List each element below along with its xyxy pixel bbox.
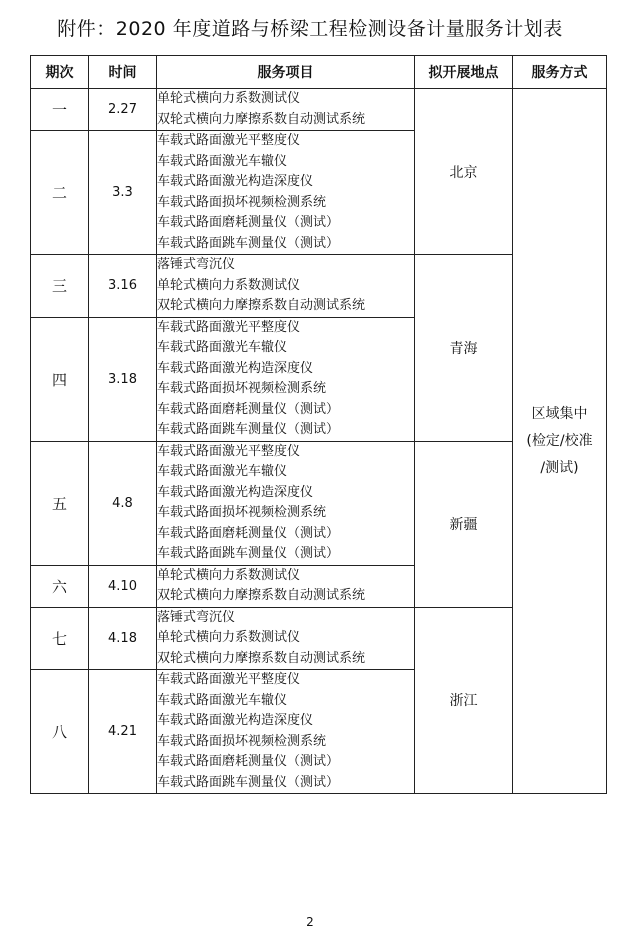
period-cell: 八 [31, 670, 89, 794]
service-item: 车载式路面磨耗测量仪（测试） [157, 525, 340, 541]
method-cell [513, 89, 607, 794]
header-period: 期次 [31, 56, 89, 89]
period-cell: 六 [31, 565, 89, 607]
service-item: 车载式路面跳车测量仪（测试） [157, 235, 340, 251]
period-cell: 二 [31, 131, 89, 255]
header-location: 拟开展地点 [415, 56, 513, 89]
service-item: 车载式路面激光构造深度仪 [157, 174, 314, 189]
service-item: 车载式路面跳车测量仪（测试） [157, 546, 340, 561]
service-item: 车载式路面跳车测量仪（测试） [157, 422, 340, 437]
service-item: 车载式路面损坏视频检测系统 [157, 194, 327, 210]
time-cell: 4.10 [89, 565, 157, 607]
method-line: (检定/校准 [526, 432, 593, 449]
service-item: 车载式路面磨耗测量仪（测试） [157, 401, 340, 417]
service-item: 车载式路面激光车辙仪 [157, 692, 288, 708]
period-cell: 五 [31, 441, 89, 565]
service-item: 单轮式横向力系数测试仪 [157, 567, 301, 583]
service-item: 单轮式横向力系数测试仪 [157, 630, 301, 645]
service-item: 车载式路面磨耗测量仪（测试） [157, 215, 340, 230]
service-item: 车载式路面激光车辙仪 [157, 340, 288, 355]
items-cell [157, 670, 415, 794]
time-cell: 4.21 [89, 670, 157, 794]
location-cell: 青海 [415, 255, 513, 442]
table-header-row [31, 56, 607, 89]
period-cell: 三 [31, 255, 89, 318]
items-cell [157, 131, 415, 255]
service-item: 车载式路面激光构造深度仪 [157, 713, 314, 728]
period-cell: 七 [31, 607, 89, 670]
page-number: 2 [306, 915, 314, 929]
header-items: 服务项目 [157, 56, 415, 89]
time-cell: 3.16 [89, 255, 157, 318]
service-plan-table [30, 55, 607, 794]
items-cell [157, 317, 415, 441]
document-title: 附件：2020 年度道路与桥梁工程检测设备计量服务计划表 [57, 18, 563, 40]
service-item: 双轮式横向力摩擦系数自动测试系统 [157, 588, 366, 603]
location-cell: 浙江 [415, 607, 513, 794]
time-cell: 4.18 [89, 607, 157, 670]
service-item: 单轮式横向力系数测试仪 [157, 277, 301, 293]
items-cell [157, 441, 415, 565]
service-item: 车载式路面损坏视频检测系统 [157, 381, 327, 396]
service-item: 落锤式弯沉仪 [157, 257, 236, 272]
service-item: 落锤式弯沉仪 [157, 609, 236, 625]
service-item: 车载式路面跳车测量仪（测试） [157, 774, 340, 790]
service-item: 车载式路面激光构造深度仪 [157, 484, 314, 500]
service-item: 车载式路面激光车辙仪 [157, 464, 288, 479]
time-cell: 3.3 [89, 131, 157, 255]
items-cell [157, 565, 415, 607]
service-item: 车载式路面激光平整度仪 [157, 672, 301, 687]
time-cell: 2.27 [89, 89, 157, 131]
method-line: 区域集中 [531, 405, 588, 422]
method-line: /测试) [540, 459, 579, 476]
time-cell: 4.8 [89, 441, 157, 565]
period-cell: 四 [31, 317, 89, 441]
service-item: 单轮式横向力系数测试仪 [157, 91, 301, 106]
location-cell: 新疆 [415, 441, 513, 607]
service-item: 车载式路面激光平整度仪 [157, 443, 301, 459]
items-cell [157, 89, 415, 131]
service-item: 双轮式横向力摩擦系数自动测试系统 [157, 298, 366, 313]
service-item: 车载式路面损坏视频检测系统 [157, 733, 327, 749]
items-cell [157, 255, 415, 318]
service-item: 车载式路面激光构造深度仪 [157, 360, 314, 376]
table-row [31, 89, 607, 131]
service-item: 车载式路面激光车辙仪 [157, 153, 288, 169]
header-time: 时间 [89, 56, 157, 89]
service-item: 车载式路面激光平整度仪 [157, 133, 301, 148]
time-cell: 3.18 [89, 317, 157, 441]
header-method: 服务方式 [513, 56, 607, 89]
service-item: 双轮式横向力摩擦系数自动测试系统 [157, 650, 366, 666]
service-item: 车载式路面磨耗测量仪（测试） [157, 754, 340, 769]
items-cell [157, 607, 415, 670]
location-cell: 北京 [415, 89, 513, 255]
service-item: 车载式路面损坏视频检测系统 [157, 505, 327, 520]
period-cell: 一 [31, 89, 89, 131]
service-item: 车载式路面激光平整度仪 [157, 319, 301, 335]
service-item: 双轮式横向力摩擦系数自动测试系统 [157, 111, 366, 127]
